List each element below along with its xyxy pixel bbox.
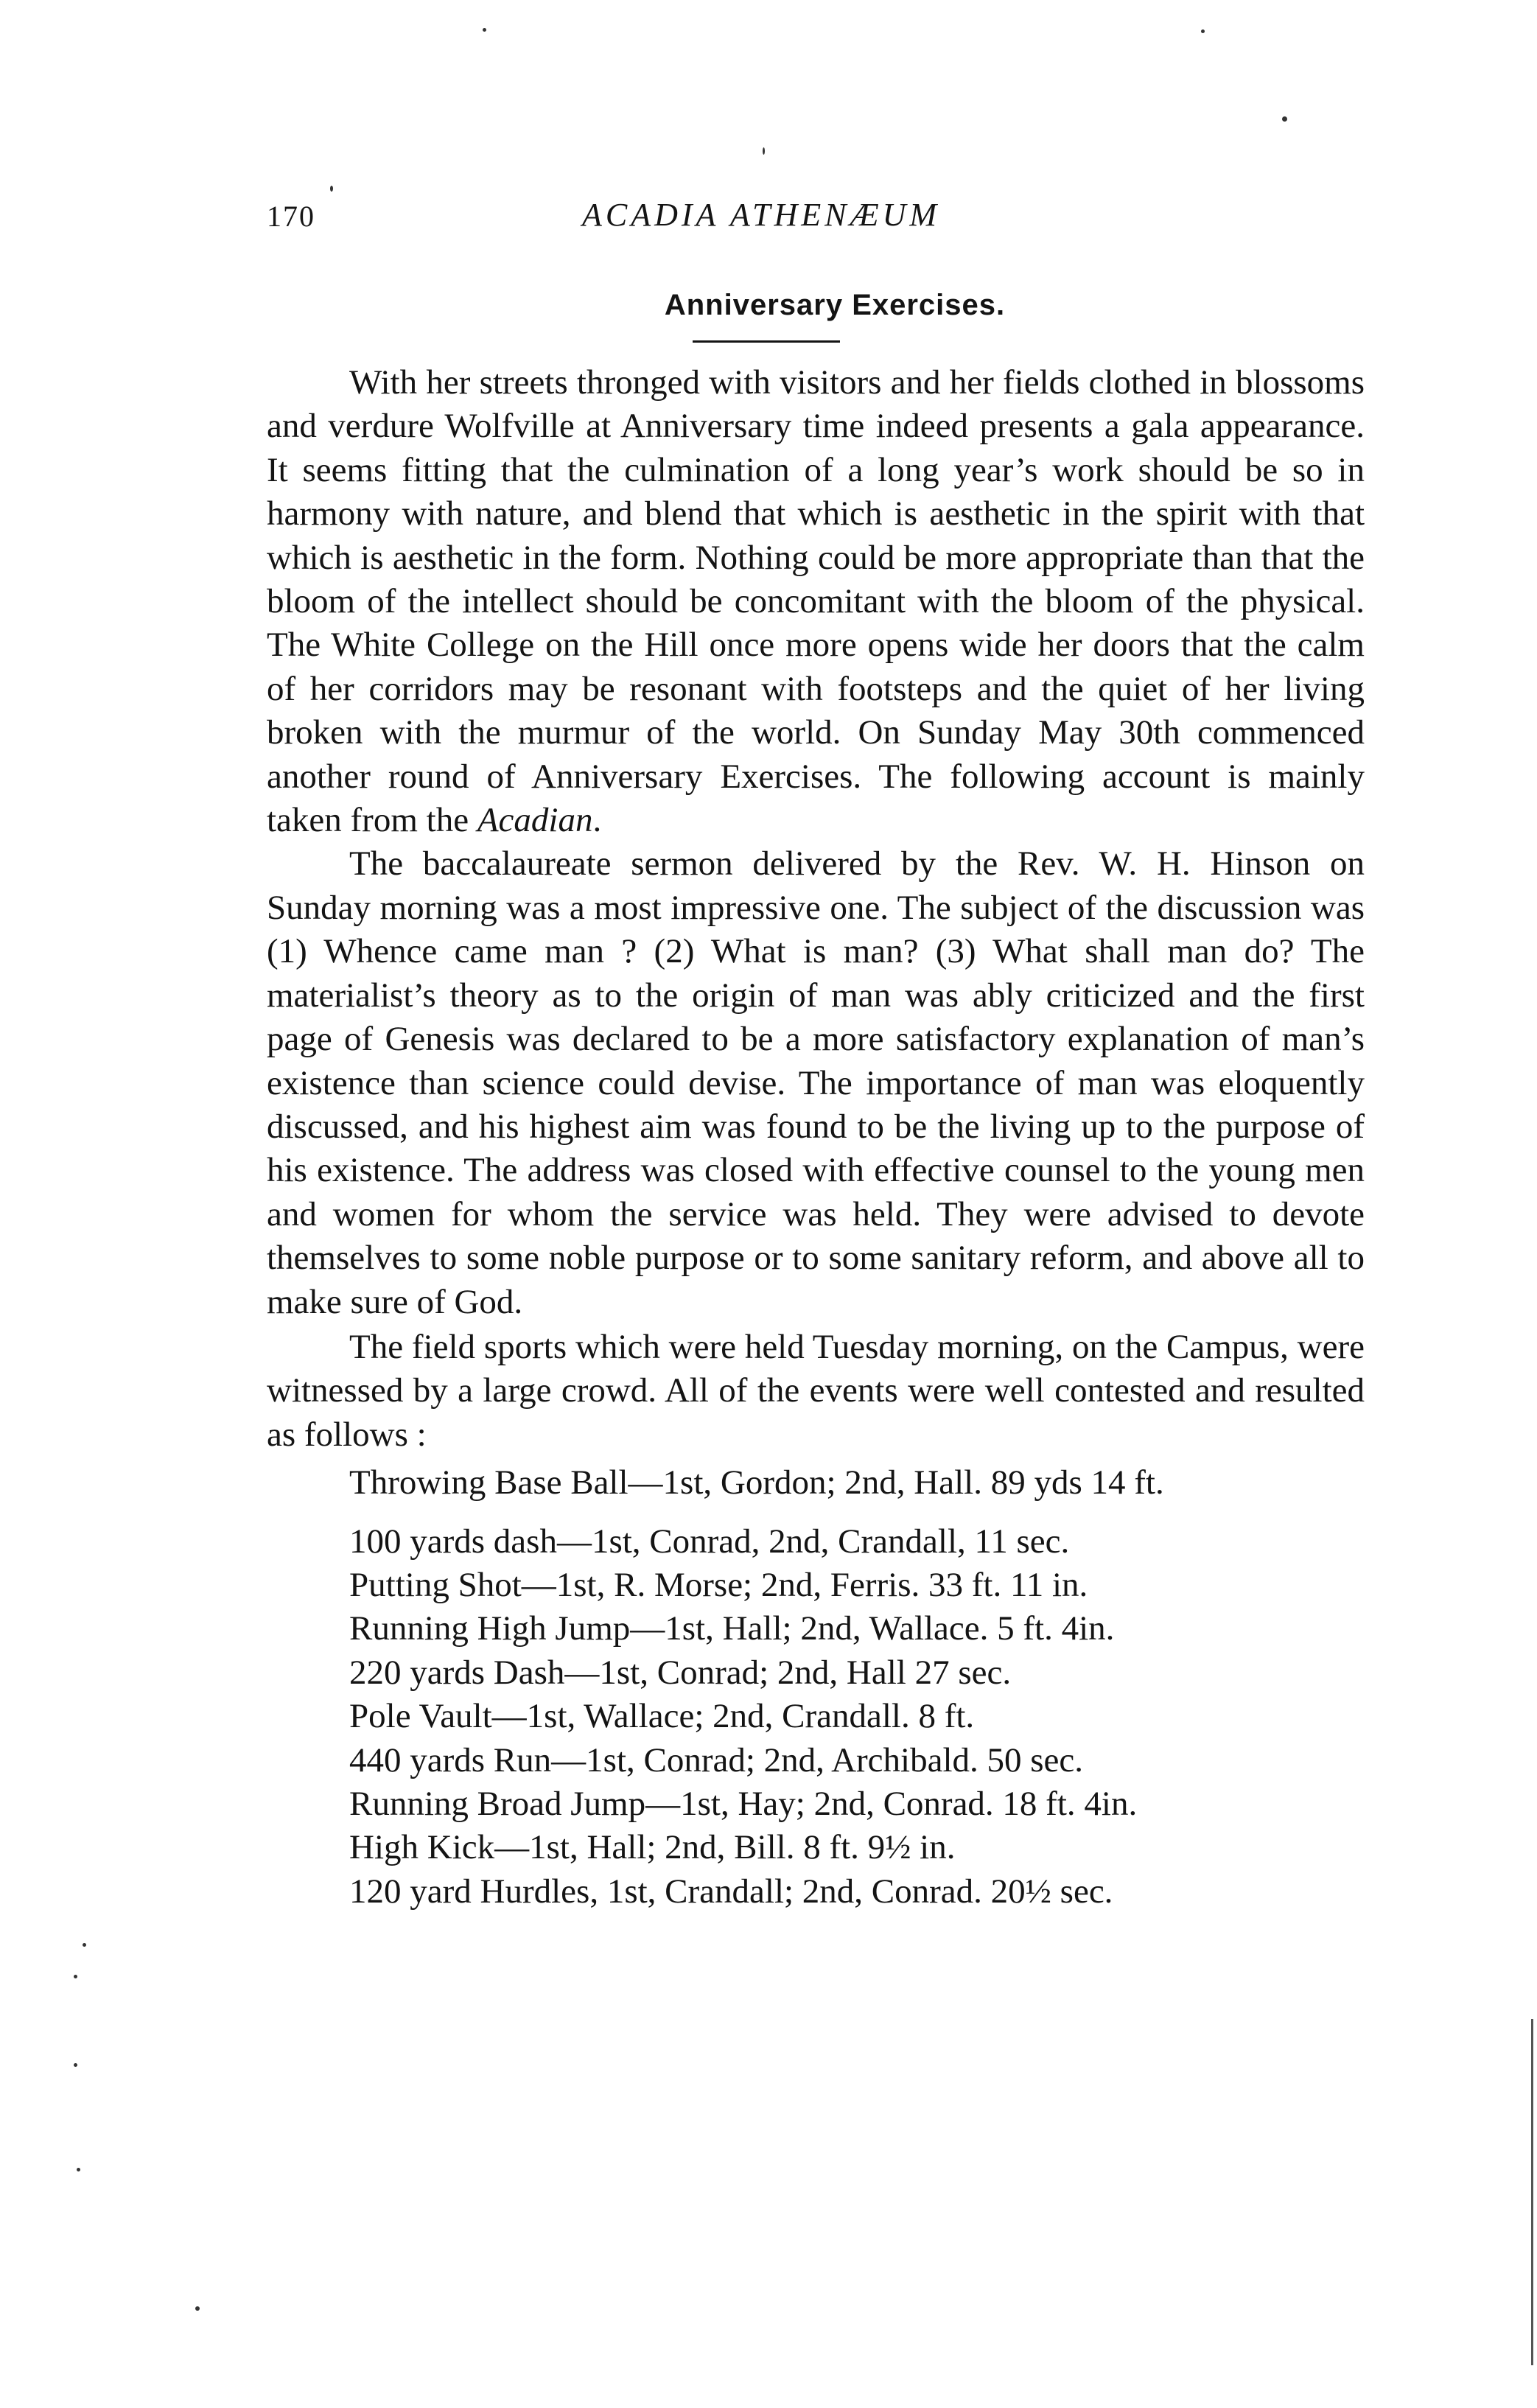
result-item: 120 yard Hurdles, 1st, Crandall; 2nd, Conrad. 20½ sec. (349, 1872, 1113, 1911)
page-edge-mark (1531, 2019, 1533, 2365)
result-item: Running Broad Jump—1st, Hay; 2nd, Conrad. 18 ft. 4in. (349, 1785, 1138, 1823)
paragraph-end: . (592, 801, 602, 840)
title-rule (693, 340, 840, 343)
page-header (0, 193, 1537, 245)
sports-results-list (267, 1461, 1365, 1914)
result-item: 440 yards Run—1st, Conrad; 2nd, Archibald. 50 sec. (349, 1740, 1084, 1779)
scan-speck (330, 186, 333, 192)
paragraph (267, 361, 1365, 842)
article-title: Anniversary Exercises. (664, 289, 1006, 321)
result-item: Putting Shot—1st, R. Morse; 2nd, Ferris. 33 ft. 11 in. (349, 1565, 1088, 1604)
publication-name: Acadian (477, 801, 593, 840)
scan-speck (77, 2168, 80, 2171)
scan-speck (1201, 29, 1205, 33)
scan-speck (195, 2306, 200, 2311)
paragraph-text: With her streets thronged with visitors and her fields clothed in blossoms and verdure Wolfville at Anniversary time indeed presents a gala appearance. It seems fitting that the culmination of a long year’s work should be so in harmony with nature, and blend that which is aesthetic in the spirit with that which is aesthetic in the form. Nothing could be more appropriate than that the bloom of the intellect should be concomitant with the bloom of the physical. The White College on the Hill once more opens wide her doors that the calm of her corridors may be resonant with footsteps and the quiet of her living broken with the murmur of the world. On Sunday May 30th commenced another round of Anniversary Exercises. The following account is mainly taken from the (267, 363, 1365, 840)
result-item: 100 yards dash—1st, Conrad, 2nd, Crandall, 11 sec. (349, 1522, 1070, 1561)
paragraph: The baccalaureate sermon delivered by the Rev. W. H. Hinson on Sunday morning was a most impressive one. The subject of the discussion was (1) Whence came man ? (2) What is man? (3) What shall man do? The materialist’s theory as to the origin of man was ably criticized and the first page of Genesis was declared to be a more satisfactory explanation of man’s existence than science could devise. The importance of man was eloquently discussed, and his highest aim was found to be the living up to the purpose of his existence. The address was closed with effective counsel to the young men and women for whom the service was held. They were advised to devote themselves to some noble purpose or to some sanitary reform, and above all to make sure of God. (267, 844, 1365, 1321)
running-title: ACADIA ATHENÆUM (582, 197, 941, 233)
scan-speck (74, 2063, 77, 2067)
scan-speck (1282, 116, 1287, 122)
result-item: Running High Jump—1st, Hall; 2nd, Wallace. 5 ft. 4in. (349, 1609, 1115, 1648)
paragraph: The field sports which were held Tuesday morning, on the Campus, were witnessed by a large crowd. All of the events were well contested and resulted as follows : (267, 1327, 1365, 1454)
scan-speck (74, 1975, 77, 1978)
result-item: High Kick—1st, Hall; 2nd, Bill. 8 ft. 9½ in. (349, 1828, 956, 1867)
article-body (267, 361, 1365, 1914)
result-item: 220 yards Dash—1st, Conrad; 2nd, Hall 27 sec. (349, 1653, 1012, 1692)
scan-speck (763, 147, 765, 155)
scan-speck (83, 1943, 86, 1947)
result-item: Throwing Base Ball—1st, Gordon; 2nd, Hall. 89 yds 14 ft. (349, 1463, 1164, 1502)
scan-speck (483, 28, 486, 32)
page-number: 170 (267, 200, 315, 233)
result-item: Pole Vault—1st, Wallace; 2nd, Crandall. 8 ft. (349, 1697, 975, 1736)
